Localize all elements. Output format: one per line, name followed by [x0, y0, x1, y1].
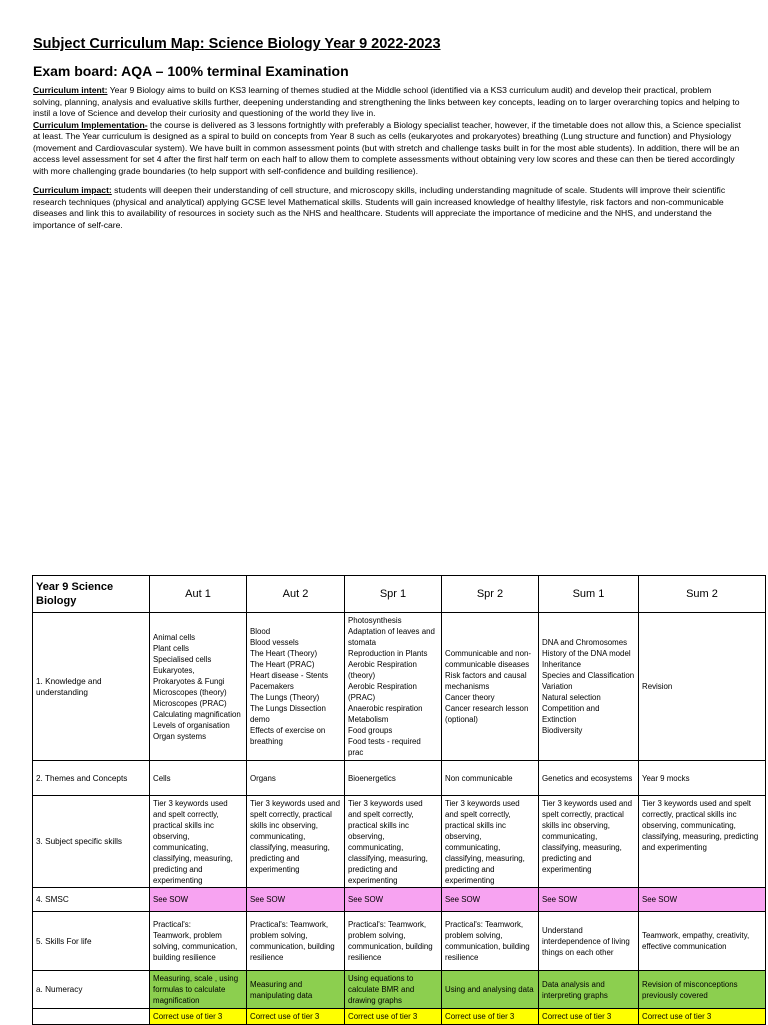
- skills-cell-aut2: [247, 796, 345, 888]
- table-row: [33, 971, 766, 1009]
- table-corner-label: Year 9 Science Biology: [33, 576, 150, 613]
- curriculum-impact-paragraph: [33, 185, 741, 231]
- curriculum-intent-paragraph: [33, 85, 741, 120]
- smsc-cell-sum1: See SOW: [539, 888, 639, 912]
- exam-board-heading: Exam board: AQA – 100% terminal Examination: [33, 63, 349, 79]
- intent-text: Year 9 Biology aims to build on KS3 learning of themes studied at the Middle school (identified via a KS3 curriculum audit) and develop their practical, problem solving, planning, analysis and evaluative skills further, deepening understanding and strengthening the links between key concepts, leading on to larger overarching topics and helping to instil a love of Science and develop their curiosity and questioning of the world they live in.: [33, 85, 740, 118]
- document-title: Subject Curriculum Map: Science Biology Year 9 2022-2023: [33, 36, 441, 52]
- skills-text: Tier 3 keywords used and spelt correctly, practical skills inc observing, communicating, classifying, measuring, predicting and experimenting: [642, 799, 759, 852]
- table-row: [33, 796, 766, 888]
- life-cell-aut2: Practical's: Teamwork, problem solving, communication, building resilience: [247, 912, 345, 971]
- implementation-text: the course is delivered as 3 lessons fortnightly with preferably a Biology specialist teacher, however, if the timetable does not allow this, a Science specialist at least. The Year curriculum is designed as a spiral to build on concepts from Year 8 such as cells (eukaryotes and prokaryotes) breathing (Lung structure and function) and Physiology (movement and Cardiovascular system). We have built in common assessment points (but with stretch and challenge tasks built in for the most able students). In addition, there will be an access level assessment for set 4 after the first half term on each half to allow them to complete assessments without obtaining very low scores and these can then be tiered accordingly with more challenging grade boundaries (to help support with self-confidence and building resilience).: [33, 119, 741, 176]
- numeracy-cell-spr1: Using equations to calculate BMR and drawing graphs: [345, 971, 442, 1009]
- skills-cell-sum2: [639, 796, 766, 888]
- intent-label: Curriculum intent:: [33, 85, 108, 95]
- numeracy-cell-sum1: Data analysis and interpreting graphs: [539, 971, 639, 1009]
- life-cell-aut1: Practical's: Teamwork, problem solving, communication, building resilience: [150, 912, 247, 971]
- smsc-cell-aut2: See SOW: [247, 888, 345, 912]
- column-header-sum1: Sum 1: [539, 576, 639, 613]
- curriculum-overview: [33, 85, 741, 231]
- table-row: [33, 1009, 766, 1025]
- row-label-knowledge: 1. Knowledge and understanding: [33, 613, 150, 761]
- skills-text: Tier 3 keywords used and spelt correctly, practical skills inc observing, communicating, classifying, measuring, predicting and experimenting: [542, 799, 633, 874]
- row-label-literacy: [33, 1009, 150, 1025]
- skills-cell-aut1: [150, 796, 247, 888]
- themes-cell-sum2: Year 9 mocks: [639, 761, 766, 796]
- themes-cell-aut1: Cells: [150, 761, 247, 796]
- life-cell-sum2: Teamwork, empathy, creativity, effective communication: [639, 912, 766, 971]
- life-cell-spr2: Practical's: Teamwork, problem solving, communication, building resilience: [442, 912, 539, 971]
- skills-cell-spr2: [442, 796, 539, 888]
- curriculum-implementation-paragraph: [33, 120, 741, 178]
- themes-cell-aut2: Organs: [247, 761, 345, 796]
- column-header-aut2: Aut 2: [247, 576, 345, 613]
- life-cell-spr1: Practical's: Teamwork, problem solving, communication, building resilience: [345, 912, 442, 971]
- literacy-cell-aut2: Correct use of tier 3: [247, 1009, 345, 1025]
- literacy-cell-spr2: Correct use of tier 3: [442, 1009, 539, 1025]
- table-row: [33, 613, 766, 761]
- skills-text: Tier 3 keywords used and spelt correctly, practical skills inc observing, communicating, classifying, measuring, predicting and experimenting: [445, 799, 525, 885]
- table-row: [33, 761, 766, 796]
- literacy-cell-sum2: Correct use of tier 3: [639, 1009, 766, 1025]
- row-label-smsc: 4. SMSC: [33, 888, 150, 912]
- skills-cell-spr1: [345, 796, 442, 888]
- row-label-themes: 2. Themes and Concepts: [33, 761, 150, 796]
- smsc-cell-spr2: See SOW: [442, 888, 539, 912]
- literacy-cell-aut1: Correct use of tier 3: [150, 1009, 247, 1025]
- themes-cell-sum1: Genetics and ecosystems: [539, 761, 639, 796]
- header-row: [33, 576, 766, 613]
- knowledge-cell-spr2: Communicable and non-communicable diseases Risk factors and causal mechanisms Cancer theory Cancer research lesson (optional): [442, 613, 539, 761]
- skills-text: Tier 3 keywords used and spelt correctly, practical skills inc observing, communicating, classifying, measuring, predicting and experimenting: [348, 799, 428, 885]
- life-cell-sum1: Understand interdependence of living things on each other: [539, 912, 639, 971]
- curriculum-table: [32, 575, 766, 1025]
- literacy-cell-spr1: Correct use of tier 3: [345, 1009, 442, 1025]
- column-header-aut1: Aut 1: [150, 576, 247, 613]
- knowledge-cell-sum1: DNA and Chromosomes History of the DNA model Inheritance Species and Classification Variation Natural selection Competition and Extinction Biodiversity: [539, 613, 639, 761]
- skills-text: Tier 3 keywords used and spelt correctly, practical skills inc observing, communicating, classifying, measuring, predicting and experimenting: [250, 799, 341, 874]
- table-row: [33, 912, 766, 971]
- numeracy-cell-spr2: Using and analysing data: [442, 971, 539, 1009]
- themes-cell-spr2: Non communicable: [442, 761, 539, 796]
- themes-cell-spr1: Bioenergetics: [345, 761, 442, 796]
- column-header-spr2: Spr 2: [442, 576, 539, 613]
- numeracy-cell-sum2: Revision of misconceptions previously covered: [639, 971, 766, 1009]
- smsc-cell-sum2: See SOW: [639, 888, 766, 912]
- knowledge-cell-spr1: Photosynthesis Adaptation of leaves and stomata Reproduction in Plants Aerobic Respiration (theory) Aerobic Respiration (PRAC) Anaerobic respiration Metabolism Food groups Food tests - required prac: [345, 613, 442, 761]
- column-header-sum2: Sum 2: [639, 576, 766, 613]
- row-label-skills: 3. Subject specific skills: [33, 796, 150, 888]
- literacy-cell-sum1: Correct use of tier 3: [539, 1009, 639, 1025]
- knowledge-cell-aut2: Blood Blood vessels The Heart (Theory) The Heart (PRAC) Heart disease - Stents Pacemakers The Lungs (Theory) The Lungs Dissection demo Effects of exercise on breathing: [247, 613, 345, 761]
- impact-label: Curriculum impact:: [33, 185, 112, 195]
- knowledge-cell-sum2: Revision: [639, 613, 766, 761]
- column-header-spr1: Spr 1: [345, 576, 442, 613]
- numeracy-cell-aut2: Measuring and manipulating data: [247, 971, 345, 1009]
- skills-text: Tier 3 keywords used and spelt correctly, practical skills inc observing, communicating, classifying, measuring, predicting and experimenting: [153, 799, 233, 885]
- impact-text: students will deepen their understanding of cell structure, and microscopy skills, including understanding magnitude of scale. Students will improve their scientific research techniques (physical and analytical) applying GCSE level Mathematical skills. Students will gain increased knowledge of healthy lifestyle, risk factors and non-communicable diseases and link this to availability of resources in society such as the NHS and healthcare. Students will appreciate the importance of medicine and the NHS, and understand the importance of self-care.: [33, 185, 726, 230]
- smsc-cell-aut1: See SOW: [150, 888, 247, 912]
- row-label-skills-for-life: 5. Skills For life: [33, 912, 150, 971]
- skills-cell-sum1: [539, 796, 639, 888]
- knowledge-cell-aut1: Animal cells Plant cells Specialised cells Eukaryotes, Prokaryotes & Fungi Microscopes (theory) Microscopes (PRAC) Calculating magnification Levels of organisation Organ systems: [150, 613, 247, 761]
- smsc-cell-spr1: See SOW: [345, 888, 442, 912]
- implementation-label: Curriculum Implementation-: [33, 119, 148, 130]
- numeracy-cell-aut1: Measuring, scale , using formulas to calculate magnification: [150, 971, 247, 1009]
- table-row: [33, 888, 766, 912]
- row-label-numeracy: a. Numeracy: [33, 971, 150, 1009]
